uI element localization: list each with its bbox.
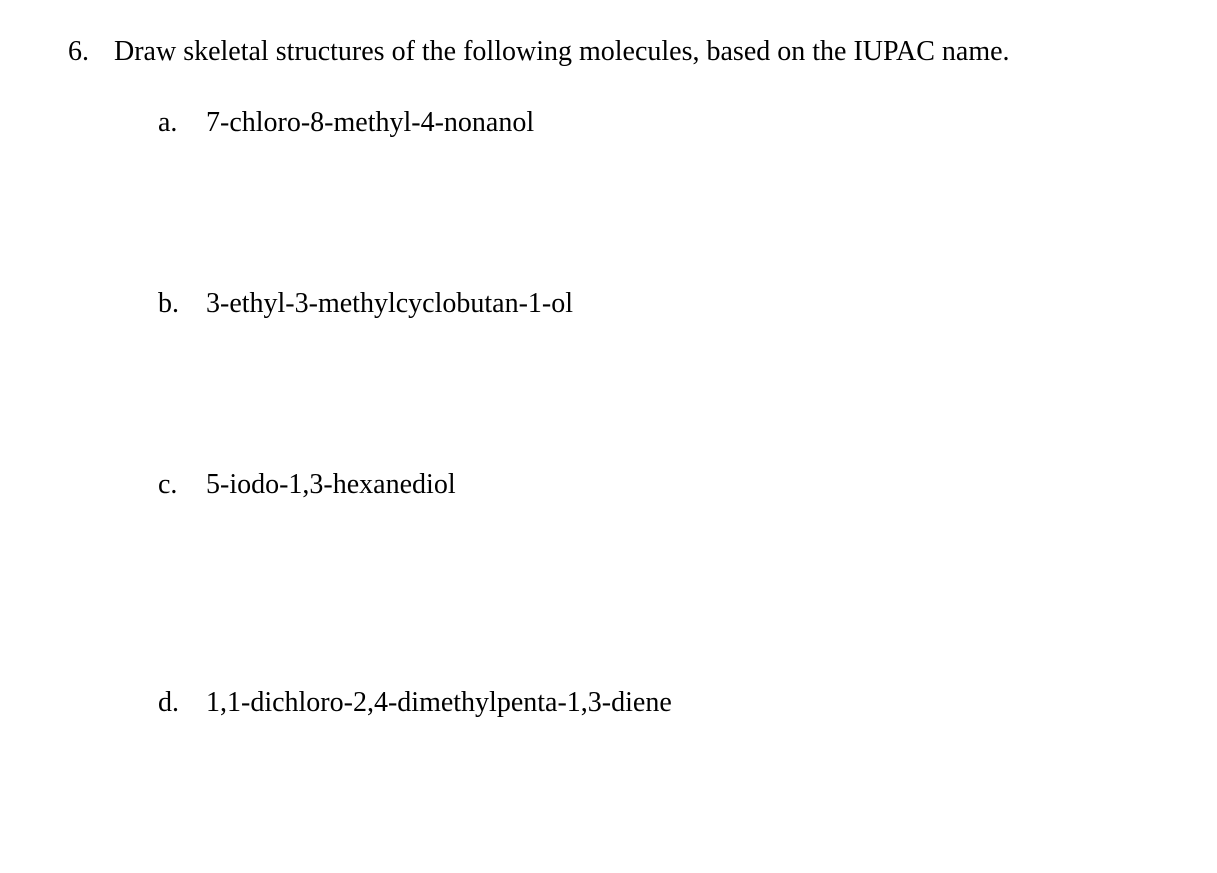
molecule-name: 5-iodo-1,3-hexanediol [206, 469, 456, 500]
molecule-name: 7-chloro-8-methyl-4-nonanol [206, 107, 535, 138]
list-item-c [158, 465, 456, 505]
molecule-name: 1,1-dichloro-2,4-dimethylpenta-1,3-diene [206, 687, 672, 718]
item-letter: a. [158, 107, 178, 138]
item-letter: b. [158, 288, 179, 319]
molecule-name: 3-ethyl-3-methylcyclobutan-1-ol [206, 288, 573, 319]
question-prompt: Draw skeletal structures of the following molecules, based on the IUPAC name. [114, 36, 1010, 67]
item-letter: d. [158, 687, 179, 718]
question-6 [68, 32, 1010, 72]
question-number: 6. [68, 36, 89, 67]
list-item-a [158, 103, 534, 143]
item-letter: c. [158, 469, 178, 500]
list-item-b [158, 284, 573, 324]
list-item-d [158, 683, 672, 723]
